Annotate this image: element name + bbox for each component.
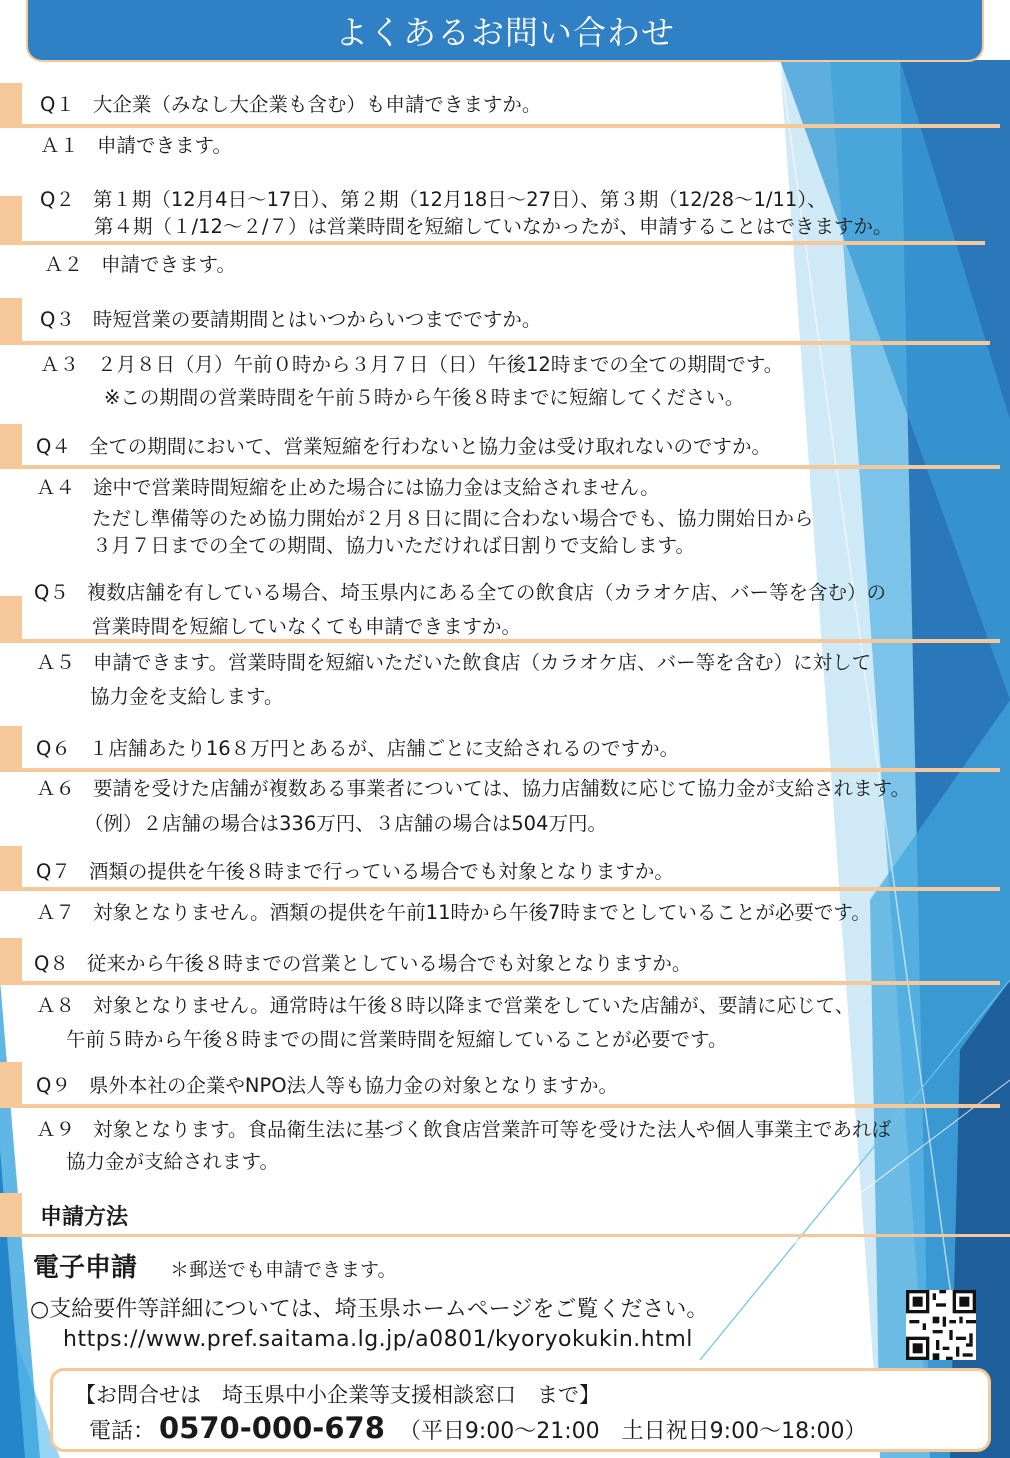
question-text: 県外本社の企業やNPO法人等も協力金の対象となりますか。 (88, 1074, 619, 1097)
question-text: 全ての期間において、営業短縮を行わないと協力金は受け取れないのですか。 (88, 435, 771, 458)
contact-box (50, 1368, 991, 1452)
faq-q7 (36, 859, 674, 885)
phone-label: 電話： (89, 1419, 156, 1444)
faq-a9-line2 (66, 1149, 279, 1175)
q3-tab (0, 298, 22, 344)
answer-text: 申請できます。 (97, 134, 232, 157)
q2-tab (0, 196, 22, 244)
answer-text: 協力金が支給されます。 (66, 1150, 279, 1173)
contact-phone-line (89, 1411, 866, 1445)
answer-text: 対象となりません。通常時は午後８時以降まで営業をしていた店舗が、要請に応じて、 (93, 994, 855, 1017)
business-hours: （平日9:00～21:00 土日祝日9:00～18:00） (398, 1419, 867, 1444)
faq-q2 (40, 187, 827, 213)
website-link[interactable]: https://www.pref.saitama.lg.jp/a0801/kyoryokukin.html (63, 1327, 693, 1352)
q1-rule (0, 124, 1000, 128)
answer-text: 対象となりません。酒類の提供を午前11時から午後7時までとしていることが必要です。 (93, 901, 871, 924)
phone-number[interactable]: 0570-000-678 (159, 1411, 385, 1445)
faq-q2-line2 (94, 214, 892, 240)
question-text: 従来から午後８時までの営業としている場合でも対象となりますか。 (86, 952, 692, 975)
a-label: Ａ８ (36, 994, 76, 1017)
faq-q5 (34, 580, 886, 606)
answer-text: 協力金を支給します。 (90, 685, 284, 708)
q-label: Q３ (40, 308, 75, 331)
contact-heading: 【お問合せは 埼玉県中小企業等支援相談窓口 まで】 (75, 1383, 600, 1407)
a-label: Ａ３ (40, 353, 80, 376)
faq-q6 (36, 736, 679, 762)
question-text: 酒類の提供を午後８時まで行っている場合でも対象となりますか。 (88, 860, 674, 883)
question-text: 営業時間を短縮していなくても申請できますか。 (92, 615, 522, 638)
faq-a4 (36, 475, 660, 501)
question-text: 時短営業の要請期間とはいつからいつまでですか。 (92, 308, 542, 331)
a-label: Ａ２ (44, 253, 84, 276)
faq-a4-line2 (92, 506, 814, 532)
q-label: Q２ (40, 188, 75, 211)
q2-rule (0, 241, 985, 245)
faq-a2 (44, 252, 236, 278)
faq-q9 (36, 1073, 618, 1099)
faq-a1 (40, 133, 232, 159)
question-text: 第１期（12月4日～17日）、第２期（12月18日～27日）、第３期（12/28～1/11）、 (92, 188, 827, 211)
q7-tab (0, 846, 22, 890)
answer-text: ３月７日までの全ての期間、協力いただければ日割りで支給します。 (92, 534, 695, 557)
q-label: Q５ (34, 581, 69, 604)
faq-a5 (36, 650, 871, 676)
a-label: Ａ５ (36, 651, 76, 674)
q-label: Q４ (36, 435, 71, 458)
q-label: Q８ (34, 952, 69, 975)
a-label: Ａ９ (36, 1118, 76, 1141)
q8-rule (0, 981, 1000, 985)
page-title: よくあるお問い合わせ (335, 12, 675, 52)
answer-text: 要請を受けた店舗が複数ある事業者については、協力店舗数に応じて協力金が支給されます。 (93, 777, 911, 800)
q-label: Q７ (36, 860, 71, 883)
q9-tab (0, 1062, 22, 1106)
answer-text: （例）２店舗の場合は336万円、３店舗の場合は504万円。 (84, 812, 607, 835)
q-label: Q１ (40, 93, 75, 116)
faq-a3 (40, 352, 783, 378)
faq-a7 (36, 900, 871, 926)
section-tab (0, 1193, 22, 1237)
q1-tab (0, 83, 22, 126)
answer-text: 午前５時から午後８時までの間に営業時間を短縮していることが必要です。 (66, 1028, 728, 1051)
q6-tab (0, 726, 22, 770)
question-text: 大企業（みなし大企業も含む）も申請できますか。 (92, 93, 542, 116)
q-label: Q６ (36, 737, 71, 760)
a-label: Ａ６ (36, 777, 76, 800)
faq-a3-note (104, 385, 744, 411)
faq-a8-line2 (66, 1027, 727, 1053)
answer-text: ２月８日（月）午前０時から３月７日（日）午後12時までの全ての期間です。 (97, 353, 784, 376)
q4-tab (0, 424, 22, 468)
question-text: １店舗あたり16８万円とあるが、店舗ごとに支給されるのですか。 (88, 737, 680, 760)
q-label: Q９ (36, 1074, 71, 1097)
q6-rule (0, 768, 1000, 772)
title-banner (26, 0, 984, 62)
answer-text: 対象となります。食品衛生法に基づく飲食店営業許可等を受けた法人や個人事業主であれば (93, 1118, 891, 1141)
q4-rule (0, 465, 1000, 469)
faq-a9 (36, 1117, 891, 1143)
a-label: Ａ１ (40, 134, 80, 157)
answer-text: ※この期間の営業時間を午前５時から午後８時までに短縮してください。 (104, 386, 745, 409)
detail-text: ○支給要件等詳細については、埼玉県ホームページをご覧ください。 (30, 1297, 709, 1322)
faq-a6-line2 (84, 811, 607, 837)
answer-text: ただし準備等のため協力開始が２月８日に間に合わない場合でも、協力開始日から (92, 507, 814, 530)
application-note: ＊郵送でも申請できます。 (170, 1259, 397, 1281)
faq-q5-line2 (92, 614, 521, 640)
faq-a6 (36, 776, 910, 802)
q5-tab (0, 596, 22, 642)
q8-tab (0, 938, 22, 984)
question-text: 第４期（１/12～２/７）は営業時間を短縮していなかったが、申請することはできますか。 (94, 215, 893, 238)
a-label: Ａ７ (36, 901, 76, 924)
faq-a4-line3 (92, 533, 695, 559)
question-text: 複数店舗を有している場合、埼玉県内にある全ての飲食店（カラオケ店、バー等を含む）の (86, 581, 886, 604)
faq-q3 (40, 307, 541, 333)
application-method: 電子申請 (33, 1253, 138, 1283)
q9-rule (0, 1104, 1000, 1108)
faq-q8 (34, 951, 691, 977)
qr-code-icon[interactable] (906, 1290, 976, 1360)
section-title: 申請方法 (40, 1205, 129, 1230)
section-rule (0, 1234, 1010, 1237)
answer-text: 申請できます。 (101, 253, 236, 276)
a-label: Ａ４ (36, 476, 76, 499)
q3-rule (0, 341, 990, 345)
faq-q1 (40, 92, 541, 118)
q7-rule (0, 887, 1000, 891)
faq-a5-line2 (90, 684, 283, 710)
faq-a8 (36, 993, 854, 1019)
answer-text: 申請できます。営業時間を短縮いただいた飲食店（カラオケ店、バー等を含む）に対して (93, 651, 872, 674)
faq-q4 (36, 434, 771, 460)
answer-text: 途中で営業時間短縮を止めた場合には協力金は支給されません。 (93, 476, 660, 499)
